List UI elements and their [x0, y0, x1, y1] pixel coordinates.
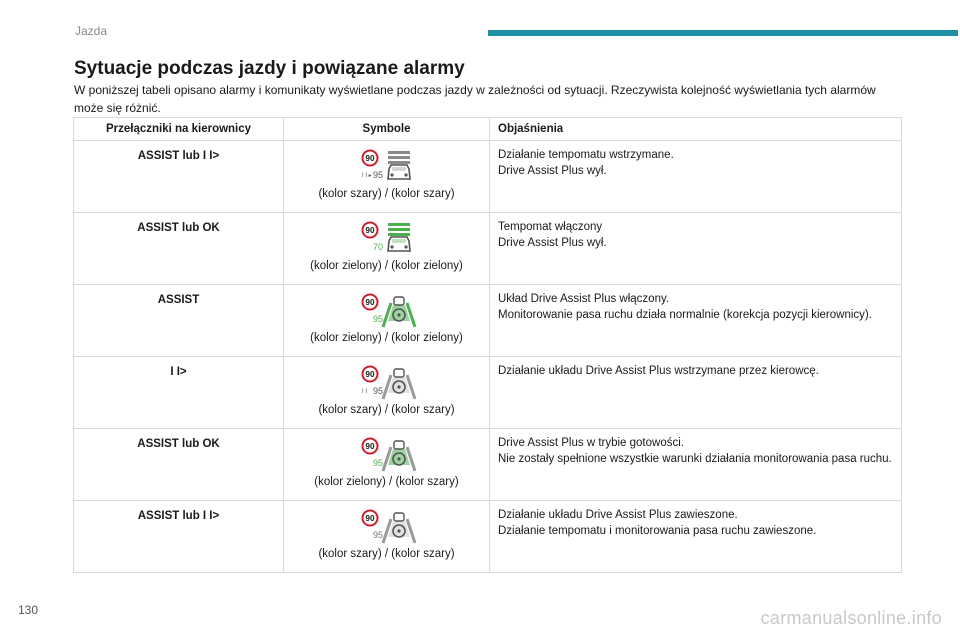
symbol-caption: (kolor zielony) / (kolor szary) [314, 476, 459, 488]
table-row [74, 285, 902, 357]
speed-limit-value: 90 [365, 514, 375, 523]
symbol-icon [356, 509, 420, 545]
pause-indicator: I I ▸ [362, 173, 372, 179]
symbol-caption: (kolor szary) / (kolor szary) [318, 548, 455, 560]
speed-limit-value: 90 [365, 370, 375, 379]
explanation-line: Monitorowanie pasa ruchu działa normalnie (korekcja pozycji kierownicy). [498, 309, 872, 321]
lane-steering-icon [383, 369, 415, 399]
table-row [74, 213, 902, 285]
explanation-line: Układ Drive Assist Plus włączony. [498, 293, 670, 305]
pause-indicator: I I [362, 389, 368, 395]
set-speed-value: 95 [372, 458, 384, 468]
symbol-cell [284, 285, 490, 357]
watermark: carmanualsonline.info [760, 608, 942, 628]
symbol-icon [356, 293, 420, 329]
explanation-line: Drive Assist Plus wył. [498, 237, 607, 249]
symbol-caption: (kolor zielony) / (kolor zielony) [310, 260, 463, 272]
explanation-cell [490, 429, 902, 501]
explanation-line: Drive Assist Plus wył. [498, 165, 607, 177]
lane-steering-icon [383, 513, 415, 543]
page-number: 130 [18, 603, 39, 617]
set-speed-value: 95 [372, 170, 384, 180]
table-body [74, 141, 902, 573]
set-speed-value: 95 [372, 386, 384, 396]
switch-cell: I I> [74, 357, 284, 429]
table-row [74, 429, 902, 501]
explanation-line: Działanie układu Drive Assist Plus zawieszone. [498, 509, 738, 521]
explanation-line: Tempomat włączony [498, 221, 603, 233]
symbol-icon [356, 365, 420, 401]
speed-limit-value: 90 [365, 442, 375, 451]
speed-limit-value: 90 [365, 226, 375, 235]
symbol-cell [284, 357, 490, 429]
explanation-cell [490, 285, 902, 357]
section-label: Jazda [75, 24, 108, 38]
symbol-caption: (kolor zielony) / (kolor zielony) [310, 332, 463, 344]
symbol-caption: (kolor szary) / (kolor szary) [318, 188, 455, 200]
explanation-line: Nie zostały spełnione wszystkie warunki działania monitorowania pasa ruchu. [498, 453, 892, 465]
speed-limit-value: 90 [365, 298, 375, 307]
explanation-line: Drive Assist Plus w trybie gotowości. [498, 437, 684, 449]
explanation-cell [490, 357, 902, 429]
car-icon [388, 151, 410, 179]
switch-cell: ASSIST lub I I> [74, 501, 284, 573]
header-switches: Przełączniki na kierownicy [74, 118, 284, 141]
page-title: Sytuacje podczas jazdy i powiązane alarmy [74, 58, 465, 79]
speed-limit-value: 90 [365, 154, 375, 163]
set-speed-value: 95 [372, 530, 384, 540]
symbol-caption: (kolor szary) / (kolor szary) [318, 404, 455, 416]
symbol-icon [356, 149, 420, 185]
header-accent-bar [488, 30, 958, 36]
symbol-cell [284, 501, 490, 573]
set-speed-value: 95 [372, 314, 384, 324]
switch-cell: ASSIST lub OK [74, 213, 284, 285]
set-speed-value: 70 [372, 242, 384, 252]
switch-cell: ASSIST lub OK [74, 429, 284, 501]
table-header-row [74, 118, 902, 141]
lane-steering-icon [383, 441, 415, 471]
symbol-icon [356, 437, 420, 473]
symbol-cell [284, 429, 490, 501]
explanation-line: Działanie tempomatu wstrzymane. [498, 149, 674, 161]
explanation-cell [490, 141, 902, 213]
switch-cell: ASSIST lub I I> [74, 141, 284, 213]
symbol-cell [284, 141, 490, 213]
switch-cell: ASSIST [74, 285, 284, 357]
header-explanations: Objaśnienia [490, 118, 902, 141]
intro-paragraph: W poniższej tabeli opisano alarmy i komunikaty wyświetlane podczas jazdy w zależności od sytuacji. Rzeczywista kolejność wyświetlania tych alarmów może się różnić. [74, 83, 876, 115]
explanation-line: Działanie układu Drive Assist Plus wstrzymane przez kierowcę. [498, 365, 819, 377]
symbol-cell [284, 213, 490, 285]
symbol-icon [356, 221, 420, 257]
explanation-cell [490, 213, 902, 285]
explanation-cell [490, 501, 902, 573]
lane-steering-icon [383, 297, 415, 327]
header-symbols: Symbole [284, 118, 490, 141]
table-row [74, 357, 902, 429]
table-row [74, 141, 902, 213]
table-row [74, 501, 902, 573]
car-icon [388, 223, 410, 251]
explanation-line: Działanie tempomatu i monitorowania pasa ruchu zawieszone. [498, 525, 817, 537]
alarms-table [73, 117, 902, 573]
